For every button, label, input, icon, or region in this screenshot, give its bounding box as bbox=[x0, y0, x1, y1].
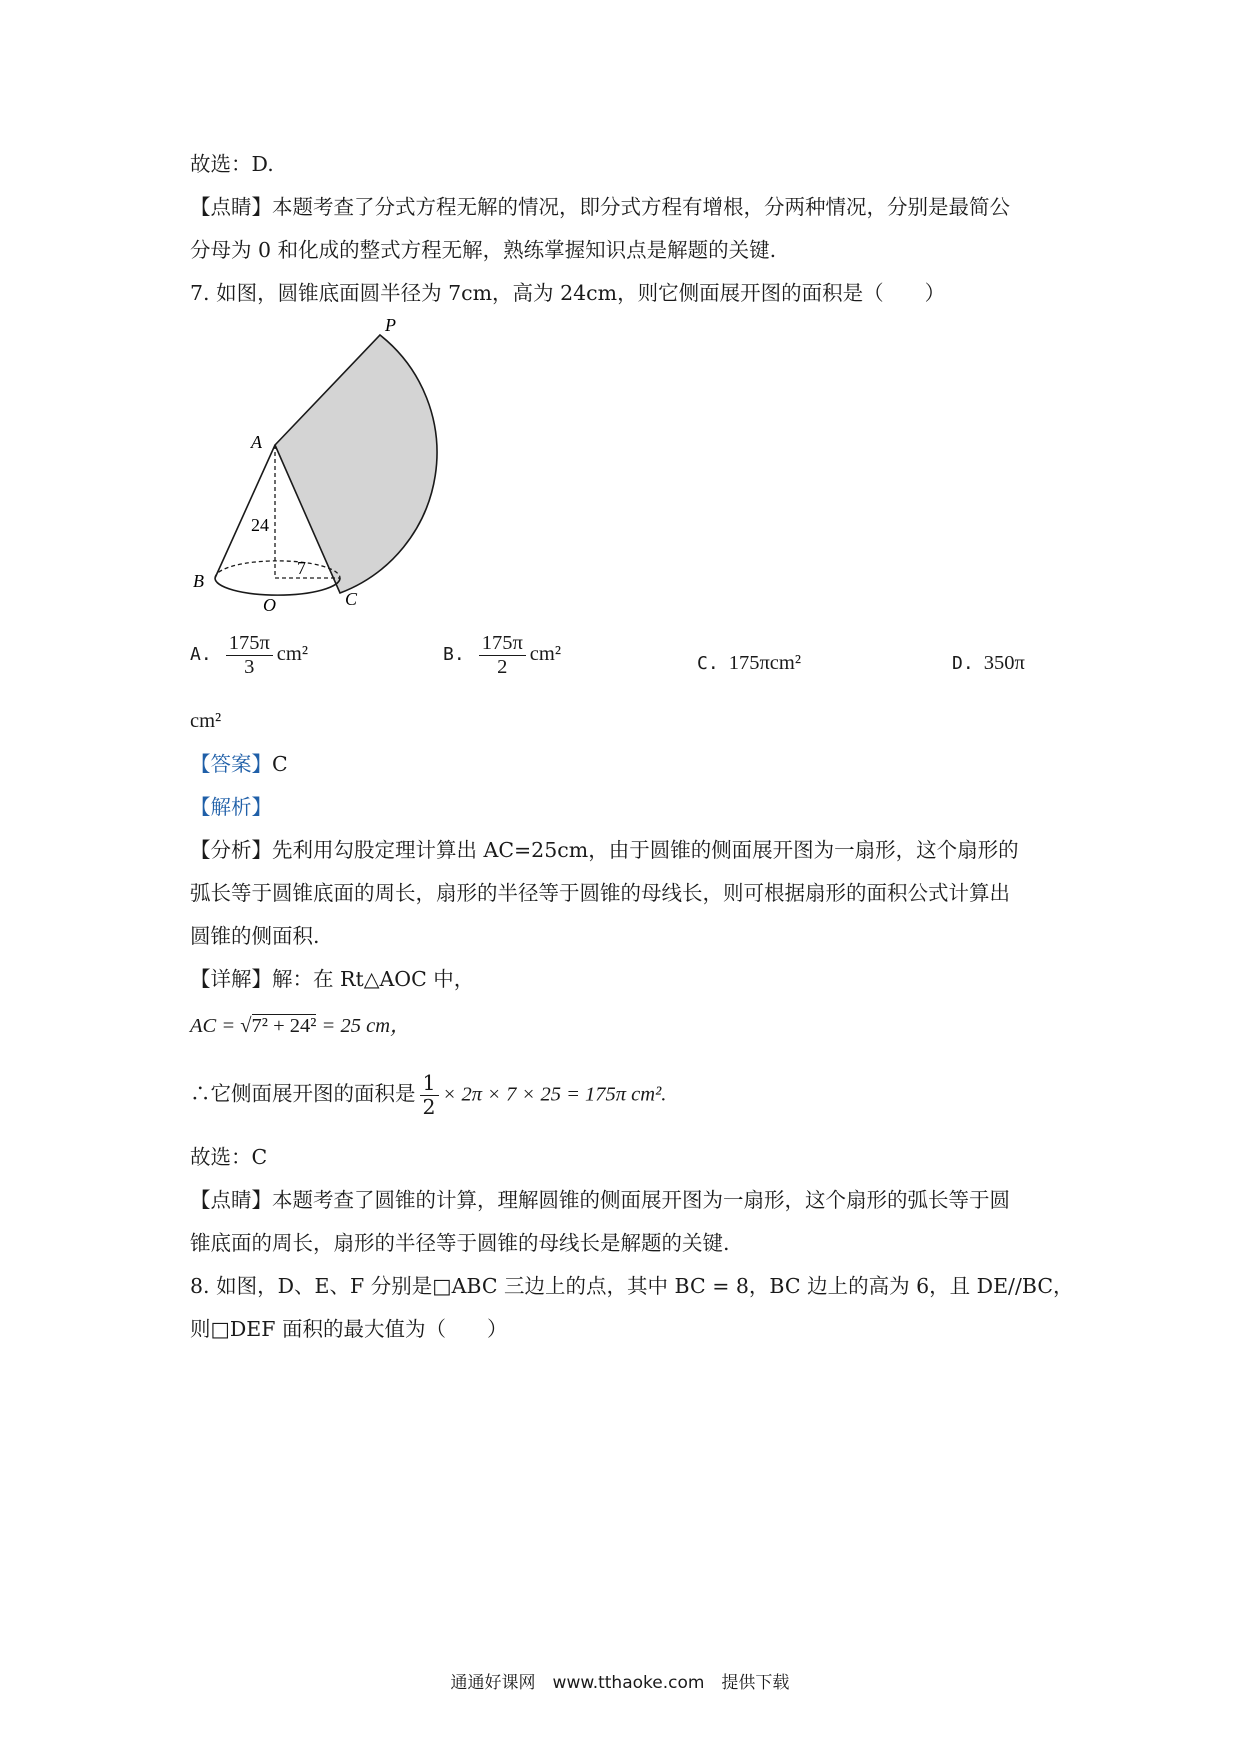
cone-figure bbox=[185, 315, 455, 615]
option-b-fraction: $\frac{175\pi}{2}$ bbox=[479, 632, 526, 678]
fenxi-line3: 圆锥的侧面积. bbox=[190, 924, 320, 948]
radius-label: 7 bbox=[297, 558, 306, 578]
answer-line bbox=[190, 750, 288, 778]
q7-conclusion: 故选：C bbox=[190, 1145, 268, 1169]
option-a-fraction: $\frac{175\pi}{3}$ bbox=[226, 632, 273, 678]
q8-line2: 则□DEF 面积的最大值为（ ） bbox=[190, 1317, 508, 1341]
prev-tip-line1: 【点睛】本题考查了分式方程无解的情况，即分式方程有增根，分两种情况，分别是最简公 bbox=[190, 195, 1010, 219]
label-O: O bbox=[263, 595, 276, 615]
option-d-unit: cm² bbox=[190, 710, 222, 732]
unfolded-sector bbox=[275, 335, 437, 593]
half-fraction: $\frac{1}{2}$ bbox=[420, 1072, 439, 1118]
label-P: P bbox=[385, 315, 396, 335]
sqrt-sign: √ bbox=[240, 1015, 252, 1037]
fenxi-line1: 【分析】先利用勾股定理计算出 AC=25cm，由于圆锥的侧面展开图为一扇形，这个扇形的 bbox=[190, 838, 1019, 862]
option-a: A. $\frac{175\pi}{3}$ cm² bbox=[190, 632, 308, 678]
q7-tip-line1: 【点睛】本题考查了圆锥的计算，理解圆锥的侧面展开图为一扇形，这个扇形的弧长等于圆 bbox=[190, 1188, 1010, 1212]
detail-eq1: AC = √7² + 24² = 25 cm， bbox=[190, 1015, 411, 1037]
base-ellipse-front bbox=[215, 578, 340, 595]
height-label: 24 bbox=[251, 515, 269, 535]
q7-stem: 7. 如图，圆锥底面圆半径为 7cm，高为 24cm，则它侧面展开图的面积是（ ） bbox=[190, 281, 946, 305]
option-c: C. 175πcm² bbox=[697, 652, 801, 674]
option-d: D. 350π bbox=[952, 652, 1025, 674]
radicand: 7² + 24² bbox=[251, 1015, 317, 1037]
label-C: C bbox=[345, 589, 358, 609]
detail-tag: 【详解】 bbox=[190, 967, 272, 991]
q7-tip-line2: 锥底面的周长，扇形的半径等于圆锥的母线长是解题的关键. bbox=[190, 1231, 730, 1255]
page-footer: 通通好课网 www.tthaoke.com 提供下载 bbox=[450, 1673, 790, 1693]
cone-left-side bbox=[215, 445, 275, 578]
fenxi-tag: 【分析】 bbox=[190, 838, 272, 862]
prev-tip-line2: 分母为 0 和化成的整式方程无解，熟练掌握知识点是解题的关键. bbox=[190, 238, 777, 262]
answer-tag: 【答案】 bbox=[190, 752, 272, 776]
fenxi-line2: 弧长等于圆锥底面的周长，扇形的半径等于圆锥的母线长，则可根据扇形的面积公式计算出 bbox=[190, 881, 1010, 905]
q7-tip-tag: 【点睛】 bbox=[190, 1188, 272, 1212]
analysis-tag: 【解析】 bbox=[190, 795, 272, 819]
prev-tip-tag: 【点睛】 bbox=[190, 195, 272, 219]
detail-eq2: ∴它侧面展开图的面积是 $\frac{1}{2}$ × 2π × 7 × 25 = 175π cm². bbox=[190, 1071, 667, 1119]
prev-conclusion: 故选：D. bbox=[190, 152, 274, 176]
answer-value: C bbox=[272, 752, 288, 776]
detail-line1: 【详解】解：在 Rt△AOC 中， bbox=[190, 967, 475, 991]
option-b: B. $\frac{175\pi}{2}$ cm² bbox=[443, 632, 561, 678]
q8-line1: 8. 如图，D、E、F 分别是□ABC 三边上的点，其中 BC = 8，BC 边上的高为 6，且 DE//BC， bbox=[190, 1274, 1074, 1298]
label-A: A bbox=[251, 432, 262, 452]
base-ellipse-back bbox=[215, 561, 340, 578]
label-B: B bbox=[193, 571, 204, 591]
